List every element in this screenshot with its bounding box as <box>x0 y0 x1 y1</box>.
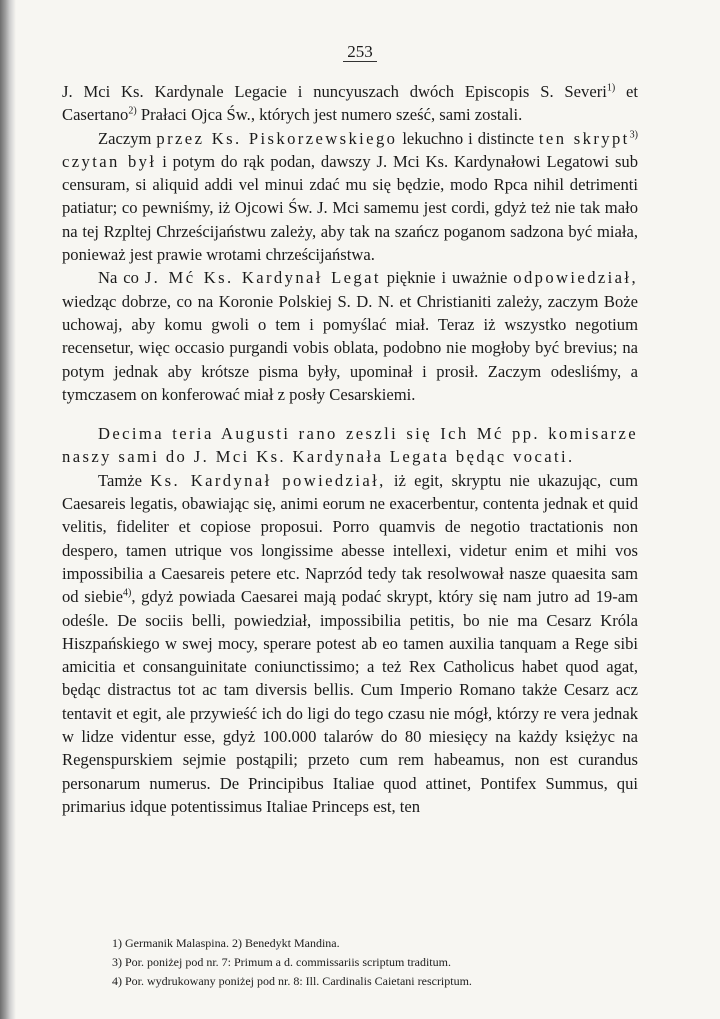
text-run: wiedząc dobrze, co na Koronie Polskiej S. D. N. et Christianiti zależy, zaczym Boże uchowaj, aby komu gwoli o tem i pomyślać miał. Teraz iż wszystko negotium recensetur, więc occasio purgandi vobis oblata, podobno nie mogłoby być brevius; na potym jednak aby krótsze pisma były, upominał i prosił. Zaczym odesliśmy, a tymczasem on konferować miał z posły Cesarskiemi. <box>62 291 638 404</box>
footnote-ref: 1) <box>606 82 616 94</box>
spaced-text: Decima teria Augusti rano zeszli się Ich Mć pp. komisarze naszy sami do J. Mci Ks. Kardynała Legata będąc vocati. <box>62 424 638 467</box>
paragraph <box>62 127 638 267</box>
footnote-line: 3) Por. poniżej pod nr. 7: Primum a d. commissariis scriptum traditum. <box>112 955 451 969</box>
text-run: lekuchno i distincte <box>397 128 539 148</box>
footnote-line: 1) Germanik Malaspina. 2) Benedykt Mandina. <box>112 936 340 950</box>
spaced-text: Ks. Kardynał powiedział, <box>150 470 386 490</box>
spaced-text: przez Ks. Piskorzewskiego <box>156 128 398 148</box>
footnote-ref: 4) <box>122 587 132 599</box>
page-number: 253 <box>0 42 720 62</box>
paragraph <box>62 80 638 127</box>
paragraph <box>62 469 638 818</box>
text-run: , gdyż powiada Caesarei mają podać skrypt, który się nam jutro ad 19-am odeśle. De sociis belli, powiedział, impossibilia petitis, bo nie ma Cesarz Króla Hiszpańskiego w swej mocy, sperare potest ab eo tamen auxilia tanquam a Rege sibi amicitia et consanguinitate coniunctissimo; a też Rex Catholicus habet quod agat, będąc distractus tot ac tam diversis bellis. Cum Imperio Romano także Cesarz acz tentavit et egit, ale przywieść ich do ligi do tego czasu nie mógł, którzy re vera jednak w lidze videntur esse, gdyż 100.000 talarów do 80 miesięcy na każdy księżyc na Regenspurskiem sejmie postąpili; przeto cum rem habeamus, non est curandus personarum numerus. De Principibus Italiae quod attinet, Pontifex Summus, qui primarius idque potentissimus Italiae Princeps est, ten <box>62 587 638 816</box>
text-run: iż egit, skryptu nie ukazując, cum Caesareis legatis, obawiając się, animi eorum ne exacerbentur, contenta jednak et quid velitis, fideliter et copiose proposui. Porro quamvis de negotio tractationis non despero, tamen utrique vos longissime abesse intellexi, videtur enim et mihi vos impossibilia a Caesareis petere etc. Naprzód tedy tak resolwował nasze quaesita sam od siebie <box>62 470 638 607</box>
text-run: Prałaci Ojca Św., których jest numero sześć, sami zostali. <box>136 105 523 125</box>
spaced-text: czytan był <box>62 151 157 171</box>
spaced-text: J. Mć Ks. Kardynał Legat <box>144 268 381 288</box>
footnote-ref: 3) <box>629 129 638 141</box>
text-run: J. Mci Ks. Kardynale Legacie i nuncyuszach dwóch Episcopis S. Severi <box>62 82 607 101</box>
text-run: Tamże <box>98 470 151 490</box>
text-run: Zaczym <box>98 128 157 148</box>
text-run: et Casertano <box>62 82 638 125</box>
text-run: pięknie i uważnie <box>380 268 514 288</box>
footnote-ref: 2) <box>128 105 137 117</box>
text-run: i potym do rąk podan, dawszy J. Mci Ks. Kardynałowi Legatowi sub censuram, si aliquid addi vel minui zdać mu się będzie, modo Rpca nihil detrimenti patiatur; co pewniśmy, iż Ojcowi Św. J. Mci samemu jest cordi, gdyż też nie tak mało na tej Rzpltej Chrześcijaństwu zależy, aby tak na szańcz poganom sadzona być miała, ponieważ jest prawie wrotami chrześcijaństwa. <box>62 151 639 265</box>
spaced-text: ten skrypt <box>538 128 630 148</box>
spaced-text: odpowiedział, <box>513 268 638 288</box>
footnote-line: 4) Por. wydrukowany poniżej pod nr. 8: Ill. Cardinalis Caietani rescriptum. <box>112 974 472 988</box>
paragraph <box>62 422 638 469</box>
body-text <box>62 80 638 818</box>
text-run: Na co <box>98 268 145 288</box>
paragraph <box>62 266 638 406</box>
footnotes <box>112 934 632 991</box>
